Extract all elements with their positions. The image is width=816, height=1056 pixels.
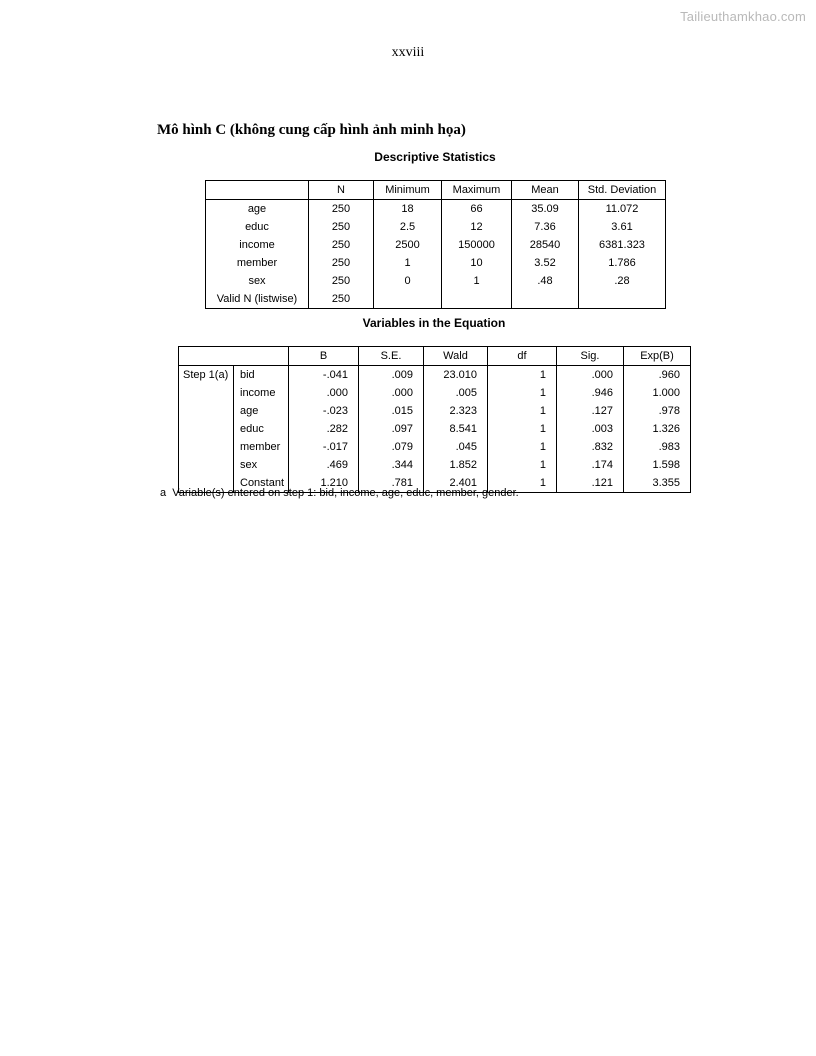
header-row [179,347,691,366]
table-row [206,272,666,290]
page-number: xxviii [391,45,425,60]
value-cell: 3.52 [512,254,579,272]
value-cell: -.023 [289,402,359,420]
table-row [179,366,691,385]
value-cell: 250 [309,290,374,309]
value-cell: 1 [442,272,512,290]
column-header: Minimum [374,181,442,200]
variable-label: Constant [234,474,289,493]
value-cell: 2.323 [424,402,488,420]
column-header: N [309,181,374,200]
value-cell: 35.09 [512,200,579,219]
row-label: income [206,236,309,254]
value-cell: 1.210 [289,474,359,493]
variable-label: member [234,438,289,456]
row-label: Valid N (listwise) [206,290,309,309]
value-cell: 1 [488,366,557,385]
value-cell: 2.401 [424,474,488,493]
value-cell [512,290,579,309]
column-header: Exp(B) [624,347,691,366]
table-row [179,420,691,438]
table-row [206,254,666,272]
table-row [206,290,666,309]
value-cell: .015 [359,402,424,420]
value-cell: .28 [579,272,666,290]
section-heading: Mô hình C (không cung cấp hình ảnh minh họa) [157,122,466,138]
value-cell: 3.61 [579,218,666,236]
column-header: S.E. [359,347,424,366]
value-cell: 10 [442,254,512,272]
row-label: member [206,254,309,272]
value-cell: 1.000 [624,384,691,402]
column-header: Maximum [442,181,512,200]
value-cell: .003 [557,420,624,438]
table-row [179,384,691,402]
value-cell: 1 [488,420,557,438]
corner-cell [179,347,289,366]
corner-cell [206,181,309,200]
equation-table-body [179,366,691,493]
value-cell: 0 [374,272,442,290]
value-cell: .469 [289,456,359,474]
table-title: Descriptive Statistics [374,150,496,164]
value-cell: 18 [374,200,442,219]
value-cell: .000 [557,366,624,385]
value-cell: .983 [624,438,691,456]
variables-in-equation-table [178,346,691,493]
value-cell: 66 [442,200,512,219]
value-cell: 2500 [374,236,442,254]
descriptive-table-body [206,200,666,309]
header-row [206,181,666,200]
variable-label: income [234,384,289,402]
value-cell: 3.355 [624,474,691,493]
value-cell: .127 [557,402,624,420]
table-row [179,402,691,420]
table-row [206,200,666,219]
table-header [206,181,666,200]
value-cell: 7.36 [512,218,579,236]
value-cell: 23.010 [424,366,488,385]
value-cell: .000 [289,384,359,402]
variable-label: bid [234,366,289,385]
descriptive-statistics-table [205,180,666,309]
row-label: sex [206,272,309,290]
value-cell: .946 [557,384,624,402]
column-header: B [289,347,359,366]
value-cell: 28540 [512,236,579,254]
value-cell [579,290,666,309]
table-row [206,236,666,254]
variables-in-equation-section [178,316,690,493]
variable-label: sex [234,456,289,474]
column-header: Std. Deviation [579,181,666,200]
descriptive-statistics-section [205,150,665,309]
value-cell: 250 [309,236,374,254]
step-label: Step 1(a) [179,366,234,493]
value-cell: 250 [309,218,374,236]
watermark: Tailieuthamkhao.com [680,9,806,24]
table-row [206,218,666,236]
value-cell: 1.598 [624,456,691,474]
table-row [179,438,691,456]
value-cell: .079 [359,438,424,456]
value-cell: 1 [488,456,557,474]
value-cell: 1 [488,384,557,402]
value-cell: 250 [309,272,374,290]
value-cell: 1.786 [579,254,666,272]
value-cell: .978 [624,402,691,420]
value-cell: -.041 [289,366,359,385]
value-cell: 150000 [442,236,512,254]
variable-label: age [234,402,289,420]
value-cell: .781 [359,474,424,493]
value-cell: .009 [359,366,424,385]
value-cell: .005 [424,384,488,402]
value-cell [374,290,442,309]
value-cell: .832 [557,438,624,456]
value-cell: .48 [512,272,579,290]
value-cell: .097 [359,420,424,438]
value-cell: 12 [442,218,512,236]
value-cell: .121 [557,474,624,493]
value-cell: 1 [488,438,557,456]
value-cell: .960 [624,366,691,385]
value-cell: 2.5 [374,218,442,236]
value-cell: 11.072 [579,200,666,219]
value-cell: .174 [557,456,624,474]
column-header: Wald [424,347,488,366]
value-cell: .282 [289,420,359,438]
table-footnote: a Variable(s) entered on step 1: bid, income, age, educ, member, gender. [160,487,519,499]
value-cell: 250 [309,254,374,272]
value-cell: -.017 [289,438,359,456]
value-cell: 250 [309,200,374,219]
value-cell: .045 [424,438,488,456]
variable-label: educ [234,420,289,438]
table-title: Variables in the Equation [362,316,506,330]
value-cell: 1 [488,474,557,493]
table-header [179,347,691,366]
column-header: df [488,347,557,366]
column-header: Sig. [557,347,624,366]
row-label: educ [206,218,309,236]
table-row [179,456,691,474]
value-cell: .344 [359,456,424,474]
value-cell: 1.852 [424,456,488,474]
row-label: age [206,200,309,219]
value-cell: 8.541 [424,420,488,438]
value-cell: 1 [374,254,442,272]
value-cell: 1 [488,402,557,420]
value-cell: .000 [359,384,424,402]
column-header: Mean [512,181,579,200]
value-cell [442,290,512,309]
value-cell: 1.326 [624,420,691,438]
value-cell: 6381.323 [579,236,666,254]
